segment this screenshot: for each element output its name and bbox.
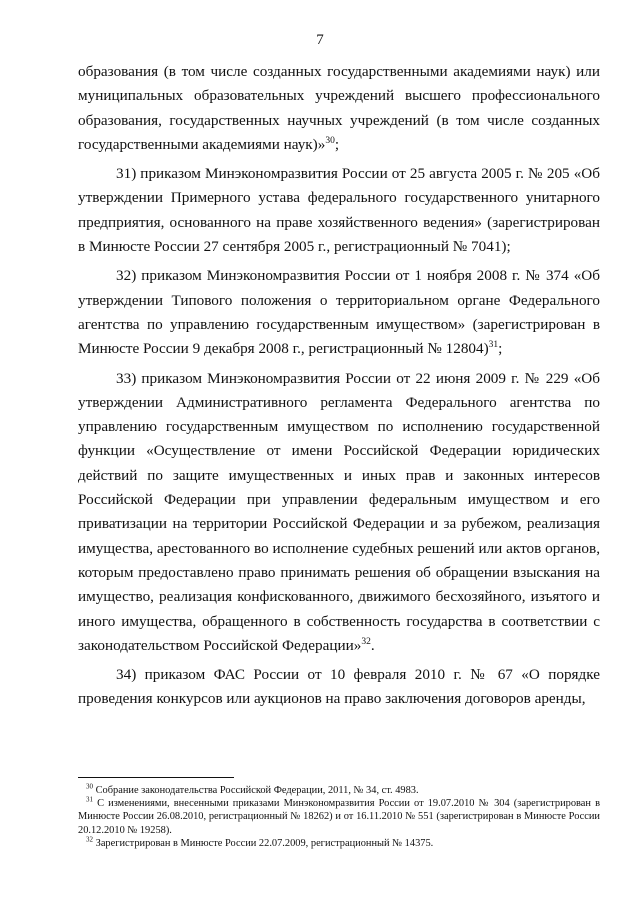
footnote-text: С изменениями, внесенными приказами Минэкономразвития России от 19.07.2010 № 304 (зарегистрирован в Минюсте России 26.08.2010, регистрационный № 18262) и от 16.11.2010 № 551 (зарегистрирован в Минюсте России 20.12.2010 № 19258). (78, 798, 600, 836)
footnotes (78, 784, 600, 850)
footnote-30 (78, 784, 600, 797)
footnote-number: 31 (86, 795, 93, 804)
paragraph-text: образования (в том числе созданных государственными академиями наук) или муниципальных образовательных учреждений высшего профессионального образования, государственных научных учреждений (в том числе созданных государственными академиями наук)» (78, 63, 600, 153)
paragraph-text: 34) приказом ФАС России от 10 февраля 2010 г. № 67 «О порядке проведения конкурсов или аукционов на право заключения договоров аренды, (78, 666, 600, 708)
paragraph-text: 31) приказом Минэкономразвития России от 25 августа 2005 г. № 205 «Об утверждении Примерного устава федерального государственного унитарного предприятия, основанного на праве хозяйственного ведения» (зарегистрирован в Минюсте России 27 сентября 2005 г., регистрационный № 7041); (78, 165, 600, 256)
footnote-32 (78, 837, 600, 850)
footnote-number: 30 (86, 782, 93, 791)
footnote-number: 32 (86, 835, 93, 844)
paragraph-item-31 (78, 162, 600, 259)
paragraph-text: 33) приказом Минэкономразвития России от 22 июня 2009 г. № 229 «Об утверждении Административного регламента Федерального агентства по управлению государственным имуществом по исполнению государственной функции «Осуществление от имени Российской Федерации юридических действий по защите имущественных и иных прав и законных интересов Российской Федерации при управлении федеральным имуществом и его приватизации на территории Российской Федерации и за рубежом, реализация имущества, арестованного во исполнение судебных решений или актов органов, которым предоставлено право принимать решения об обращении взыскания на имущество, реализация конфискованного, движимого бесхозяйного, изъятого и иного имущества, обращенного в собственность государства в соответствии с законодательством Российской Федерации» (78, 369, 600, 654)
footnote-ref: 31 (488, 340, 499, 351)
footnote-text: Собрание законодательства Российской Федерации, 2011, № 34, ст. 4983. (95, 785, 419, 796)
paragraph-text: 32) приказом Минэкономразвития России от 1 ноября 2008 г. № 374 «Об утверждении Типового положения о территориальном органе Федерального агентства по управлению государственным имуществом» (зарегистрирован в Минюсте России 9 декабря 2008 г., регистрационный № 12804) (78, 267, 600, 358)
body-text (78, 60, 600, 717)
paragraph-tail: . (370, 636, 375, 654)
paragraph-tail: ; (334, 135, 340, 153)
paragraph-item-33 (78, 367, 600, 659)
footnote-31 (78, 797, 600, 837)
paragraph-continuation (78, 60, 600, 157)
paragraph-item-34 (78, 663, 600, 712)
paragraph-tail: ; (498, 340, 503, 358)
footnote-ref: 32 (361, 636, 371, 647)
page-number: 7 (316, 32, 324, 48)
paragraph-item-32 (78, 264, 600, 361)
footnote-separator (78, 777, 234, 778)
footnote-ref: 30 (325, 135, 335, 146)
footnote-text: Зарегистрирован в Минюсте России 22.07.2009, регистрационный № 14375. (95, 837, 434, 849)
